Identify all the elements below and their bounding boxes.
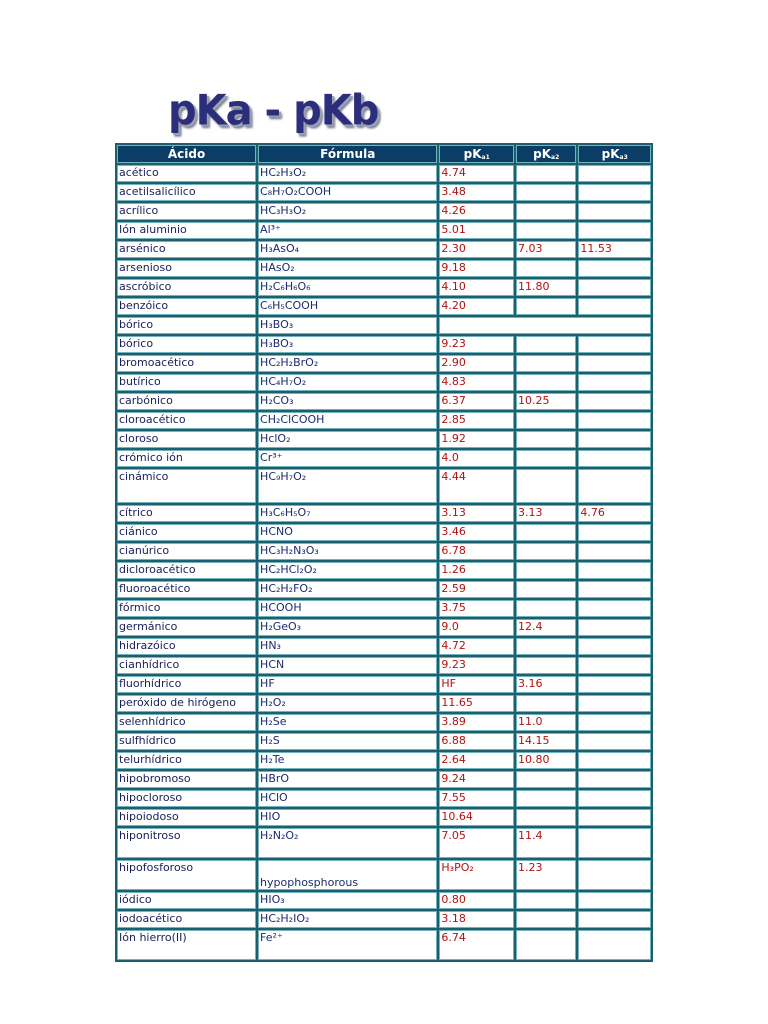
pka-table xyxy=(115,143,653,962)
pka2-cell xyxy=(516,543,576,560)
pka3-cell xyxy=(578,355,651,372)
formula-cell: HclO₂ xyxy=(258,431,437,448)
table-row xyxy=(117,600,651,617)
pka2-cell: 11.0 xyxy=(516,714,576,731)
table-row xyxy=(117,505,651,522)
pka1-cell: H₃PO₂ xyxy=(439,860,514,890)
acid-name-cell: dicloroacético xyxy=(117,562,256,579)
pka3-cell xyxy=(578,752,651,769)
pka1-cell: 3.89 xyxy=(439,714,514,731)
formula-cell: HClO xyxy=(258,790,437,807)
formula-cell: C₆H₅COOH xyxy=(258,298,437,315)
table-row xyxy=(117,733,651,750)
formula-cell: HIO xyxy=(258,809,437,826)
formula-cell: H₂N₂O₂ xyxy=(258,828,437,858)
pka2-cell: 10.80 xyxy=(516,752,576,769)
pka1-cell: 10.64 xyxy=(439,809,514,826)
pka1-cell: 2.30 xyxy=(439,241,514,258)
pka2-cell xyxy=(516,431,576,448)
pka3-cell xyxy=(578,374,651,391)
pka1-cell: 3.13 xyxy=(439,505,514,522)
pka1-cell: 6.37 xyxy=(439,393,514,410)
formula-cell: H₂CO₃ xyxy=(258,393,437,410)
acid-name-cell: arsenioso xyxy=(117,260,256,277)
header-acid: Ácido xyxy=(117,145,256,163)
acid-name-cell: fluoroacético xyxy=(117,581,256,598)
table-row xyxy=(117,543,651,560)
acid-name-cell: cítrico xyxy=(117,505,256,522)
formula-cell: HN₃ xyxy=(258,638,437,655)
pka3-cell xyxy=(578,733,651,750)
pka1-cell: HF xyxy=(439,676,514,693)
formula-cell: HC₄H₇O₂ xyxy=(258,374,437,391)
table-row xyxy=(117,657,651,674)
table-row xyxy=(117,374,651,391)
table-row xyxy=(117,562,651,579)
header-pka2 xyxy=(516,145,576,163)
pka1-cell: 6.88 xyxy=(439,733,514,750)
pka1-cell: 4.0 xyxy=(439,450,514,467)
formula-cell: Al³⁺ xyxy=(258,222,437,239)
pka3-cell xyxy=(578,809,651,826)
pka1-cell: 9.23 xyxy=(439,336,514,353)
pka1-cell: 9.0 xyxy=(439,619,514,636)
acid-name-cell: Ión aluminio xyxy=(117,222,256,239)
pka3-cell xyxy=(578,393,651,410)
pka2-cell xyxy=(516,450,576,467)
acid-name-cell: ciánico xyxy=(117,524,256,541)
table-row xyxy=(117,393,651,410)
header-pka3-label: pK xyxy=(601,147,620,161)
acid-name-cell: hipocloroso xyxy=(117,790,256,807)
table-row xyxy=(117,619,651,636)
pka2-cell xyxy=(516,222,576,239)
pka3-cell xyxy=(578,581,651,598)
pka2-cell: 14.15 xyxy=(516,733,576,750)
pka3-cell xyxy=(578,260,651,277)
table-header-row xyxy=(117,145,651,163)
pka1-cell: 7.05 xyxy=(439,828,514,858)
formula-cell: HC₃H₂N₃O₃ xyxy=(258,543,437,560)
pka1-cell: 4.10 xyxy=(439,279,514,296)
pka2-cell xyxy=(516,336,576,353)
pka3-cell xyxy=(578,298,651,315)
formula-cell: HC₃H₃O₂ xyxy=(258,203,437,220)
table-row xyxy=(117,317,651,334)
acid-name-cell: selenhídrico xyxy=(117,714,256,731)
pka1-cell: 1.92 xyxy=(439,431,514,448)
acid-name-cell: iódico xyxy=(117,892,256,909)
page-title: pKa - pKb xyxy=(168,86,379,136)
pka3-cell xyxy=(578,790,651,807)
table-row xyxy=(117,790,651,807)
pka1-cell: 9.24 xyxy=(439,771,514,788)
header-pka2-sub: a2 xyxy=(551,154,560,161)
pka3-cell: 11.53 xyxy=(578,241,651,258)
acid-name-cell: acetilsalicílico xyxy=(117,184,256,201)
pka2-cell xyxy=(516,298,576,315)
pka1-cell: 4.83 xyxy=(439,374,514,391)
pka1-cell: 4.20 xyxy=(439,298,514,315)
acid-name-cell: acrílico xyxy=(117,203,256,220)
table-row xyxy=(117,355,651,372)
pka1-cell: 2.90 xyxy=(439,355,514,372)
acid-name-cell: cinámico xyxy=(117,469,256,503)
pka1-cell: 4.74 xyxy=(439,165,514,182)
pka3-cell xyxy=(578,714,651,731)
table-row xyxy=(117,431,651,448)
header-pka3 xyxy=(578,145,651,163)
pka1-cell: 7.55 xyxy=(439,790,514,807)
table-row xyxy=(117,860,651,890)
acid-name-cell: crómico ión xyxy=(117,450,256,467)
table-row xyxy=(117,695,651,712)
table-row xyxy=(117,524,651,541)
table-row xyxy=(117,828,651,858)
formula-cell: C₈H₇O₂COOH xyxy=(258,184,437,201)
pka3-cell xyxy=(578,203,651,220)
pka2-cell xyxy=(516,771,576,788)
pka1-cell: 2.85 xyxy=(439,412,514,429)
table-row xyxy=(117,771,651,788)
acid-name-cell: cianhídrico xyxy=(117,657,256,674)
table-row xyxy=(117,450,651,467)
formula-cell: H₂Te xyxy=(258,752,437,769)
header-pka2-label: pK xyxy=(533,147,552,161)
formula-cell: Cr³⁺ xyxy=(258,450,437,467)
pka3-cell xyxy=(578,892,651,909)
acid-name-cell: bromoacético xyxy=(117,355,256,372)
pka3-cell xyxy=(578,771,651,788)
formula-cell: H₂C₆H₆O₆ xyxy=(258,279,437,296)
pka1-cell: 1.26 xyxy=(439,562,514,579)
pka1-cell: 0.80 xyxy=(439,892,514,909)
pka2-cell xyxy=(516,469,576,503)
acid-name-cell: bórico xyxy=(117,317,256,334)
formula-cell: H₃C₆H₅O₇ xyxy=(258,505,437,522)
pka2-cell: 10.25 xyxy=(516,393,576,410)
acid-name-cell: cloroacético xyxy=(117,412,256,429)
acid-name-cell: peróxido de hirógeno xyxy=(117,695,256,712)
pka3-cell xyxy=(578,860,651,890)
pka3-cell xyxy=(578,828,651,858)
header-pka1-label: pK xyxy=(463,147,482,161)
pka2-cell xyxy=(516,790,576,807)
table-row xyxy=(117,752,651,769)
acid-name-cell: ascróbico xyxy=(117,279,256,296)
table-row xyxy=(117,809,651,826)
formula-cell: hypophosphorous xyxy=(258,860,437,890)
pka3-cell xyxy=(578,279,651,296)
acid-name-cell: cianúrico xyxy=(117,543,256,560)
formula-cell: H₂S xyxy=(258,733,437,750)
acid-name-cell: hidrazóico xyxy=(117,638,256,655)
pka3-cell xyxy=(578,165,651,182)
pka3-cell xyxy=(578,222,651,239)
pka2-cell: 12.4 xyxy=(516,619,576,636)
acid-name-cell: bórico xyxy=(117,336,256,353)
formula-cell: HF xyxy=(258,676,437,693)
formula-cell: HC₉H₇O₂ xyxy=(258,469,437,503)
acid-name-cell: arsénico xyxy=(117,241,256,258)
formula-cell: HCOOH xyxy=(258,600,437,617)
header-formula: Fórmula xyxy=(258,145,437,163)
pka3-cell xyxy=(578,600,651,617)
table-row xyxy=(117,165,651,182)
acid-name-cell: telurhídrico xyxy=(117,752,256,769)
pka2-cell: 3.13 xyxy=(516,505,576,522)
acid-name-cell: sulfhídrico xyxy=(117,733,256,750)
pka2-cell xyxy=(516,260,576,277)
formula-cell: HAsO₂ xyxy=(258,260,437,277)
pka1-cell: 3.46 xyxy=(439,524,514,541)
table-row xyxy=(117,298,651,315)
pka3-cell xyxy=(578,638,651,655)
pka3-cell: 4.76 xyxy=(578,505,651,522)
pka2-cell: 3.16 xyxy=(516,676,576,693)
formula-cell: H₃AsO₄ xyxy=(258,241,437,258)
pka2-cell xyxy=(516,600,576,617)
formula-cell: H₂GeO₃ xyxy=(258,619,437,636)
header-pka1-sub: a1 xyxy=(481,154,490,161)
pka2-cell: 11.4 xyxy=(516,828,576,858)
formula-cell: HIO₃ xyxy=(258,892,437,909)
formula-cell: Fe²⁺ xyxy=(258,930,437,960)
pka2-cell xyxy=(516,930,576,960)
table-row xyxy=(117,469,651,503)
table-row xyxy=(117,412,651,429)
pka2-cell xyxy=(516,695,576,712)
acid-name-cell: hipoiodoso xyxy=(117,809,256,826)
pka2-cell xyxy=(516,638,576,655)
pka3-cell xyxy=(578,911,651,928)
pka2-cell xyxy=(516,657,576,674)
pka1-cell: 3.75 xyxy=(439,600,514,617)
pka1-cell: 2.64 xyxy=(439,752,514,769)
acid-name-cell: hipobromoso xyxy=(117,771,256,788)
acid-name-cell: butírico xyxy=(117,374,256,391)
pka3-cell xyxy=(578,695,651,712)
acid-name-cell: hiponitroso xyxy=(117,828,256,858)
pka3-cell xyxy=(578,469,651,503)
pka2-cell xyxy=(516,355,576,372)
formula-cell: HC₂H₃O₂ xyxy=(258,165,437,182)
pka3-cell xyxy=(578,524,651,541)
table-row xyxy=(117,892,651,909)
acid-name-cell: benzóico xyxy=(117,298,256,315)
pka3-cell xyxy=(578,676,651,693)
pka2-cell xyxy=(516,412,576,429)
formula-cell: HC₂H₂FO₂ xyxy=(258,581,437,598)
acid-name-cell: germánico xyxy=(117,619,256,636)
pka2-cell xyxy=(516,203,576,220)
header-pka3-sub: a3 xyxy=(619,154,628,161)
formula-cell: HC₂H₂BrO₂ xyxy=(258,355,437,372)
acid-name-cell: iodoacético xyxy=(117,911,256,928)
pka2-cell: 7.03 xyxy=(516,241,576,258)
table-row xyxy=(117,279,651,296)
table-row xyxy=(117,260,651,277)
pka2-cell xyxy=(516,892,576,909)
pka1-cell: 5.01 xyxy=(439,222,514,239)
acid-name-cell: cloroso xyxy=(117,431,256,448)
table-row xyxy=(117,714,651,731)
table-row xyxy=(117,336,651,353)
table-body xyxy=(117,165,651,960)
acid-name-cell: fluorhídrico xyxy=(117,676,256,693)
formula-cell: HBrO xyxy=(258,771,437,788)
pka3-cell xyxy=(578,657,651,674)
formula-cell: HC₂HCl₂O₂ xyxy=(258,562,437,579)
formula-cell: HC₂H₂IO₂ xyxy=(258,911,437,928)
table-row xyxy=(117,638,651,655)
pka2-cell xyxy=(516,524,576,541)
table-row xyxy=(117,184,651,201)
pka2-cell xyxy=(516,911,576,928)
acid-name-cell: Ión hierro(II) xyxy=(117,930,256,960)
acid-name-cell: hipofosforoso xyxy=(117,860,256,890)
pka3-cell xyxy=(578,184,651,201)
pka1-cell: 3.18 xyxy=(439,911,514,928)
table-row xyxy=(117,241,651,258)
table-row xyxy=(117,222,651,239)
pka2-cell xyxy=(516,562,576,579)
table-row xyxy=(117,581,651,598)
pka1-cell: 6.74 xyxy=(439,930,514,960)
header-pka1 xyxy=(439,145,514,163)
pka3-cell xyxy=(578,930,651,960)
pka2-cell xyxy=(516,809,576,826)
formula-cell: H₂Se xyxy=(258,714,437,731)
pka2-cell xyxy=(516,374,576,391)
formula-cell: CH₂ClCOOH xyxy=(258,412,437,429)
pka3-cell xyxy=(578,450,651,467)
formula-cell: H₃BO₃ xyxy=(258,336,437,353)
acid-name-cell: fórmico xyxy=(117,600,256,617)
pka1-cell: 6.78 xyxy=(439,543,514,560)
pka3-cell xyxy=(578,562,651,579)
pka3-cell xyxy=(578,431,651,448)
pka2-cell xyxy=(516,165,576,182)
acid-name-cell: carbónico xyxy=(117,393,256,410)
formula-cell: HCNO xyxy=(258,524,437,541)
pka2-cell xyxy=(516,184,576,201)
table-row xyxy=(117,203,651,220)
pka1-cell: 11.65 xyxy=(439,695,514,712)
pka1-cell: 4.26 xyxy=(439,203,514,220)
merged-empty-cell xyxy=(439,317,651,334)
table-row xyxy=(117,676,651,693)
pka1-cell: 3.48 xyxy=(439,184,514,201)
table-row xyxy=(117,930,651,960)
formula-cell: HCN xyxy=(258,657,437,674)
acid-name-cell: acético xyxy=(117,165,256,182)
pka3-cell xyxy=(578,336,651,353)
pka1-cell: 4.44 xyxy=(439,469,514,503)
pka2-cell: 11.80 xyxy=(516,279,576,296)
formula-cell: H₃BO₃ xyxy=(258,317,437,334)
pka3-cell xyxy=(578,412,651,429)
formula-cell: H₂O₂ xyxy=(258,695,437,712)
pka1-cell: 9.23 xyxy=(439,657,514,674)
pka3-cell xyxy=(578,619,651,636)
pka2-cell: 1.23 xyxy=(516,860,576,890)
pka2-cell xyxy=(516,581,576,598)
table-row xyxy=(117,911,651,928)
pka1-cell: 9.18 xyxy=(439,260,514,277)
pka1-cell: 2.59 xyxy=(439,581,514,598)
pka3-cell xyxy=(578,543,651,560)
pka1-cell: 4.72 xyxy=(439,638,514,655)
